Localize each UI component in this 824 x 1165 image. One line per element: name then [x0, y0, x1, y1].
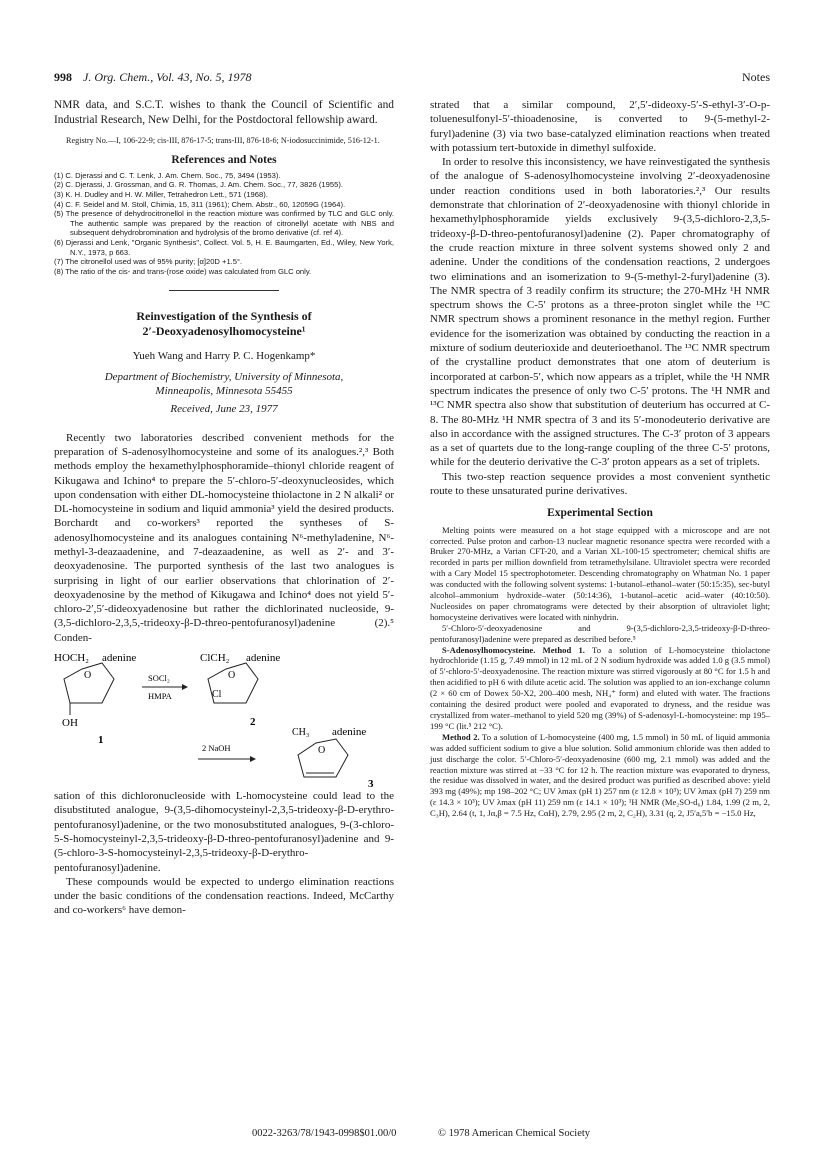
compound-3-number: 3: [368, 778, 374, 788]
body-paragraph: In order to resolve this inconsistency, we have reinvestigated the synthesis of the analogue of S-adenosylhomocysteine involving 2′-deoxyadenosine under reaction conditions used in both laboratories.²,³ Our results demonstrate that chlorination of 2′-deoxyadenosine with thionyl chloride in hexamethylphosphoramide yields exclusively 9-(3,5-dichloro-2,3,5-trideoxy-β-D-threo-pentofuranosyl)adenine (2). Paper chromatography of the crude reaction mixture in three solvent systems showed only 2 and adenine. Under the conditions of the condensation reactions, 2 undergoes two eliminations and an isomerization to 9-(5-methyl-2-furyl)adenine (3). The NMR spectra of 3 readily confirm its structure; the 270-MHz ¹H NMR spectrum shows the C-5′ protons as a three-proton singlet while the ¹³C NMR spectrum shows a prominent resonance in the methyl region. Further evidence for the isomerization was obtained by conducting the reaction in a mixture of sodium deuterioxide and deuterioethanol. The ¹³C NMR spectrum of the crystalline product demonstrates that one atom of deuterium is incorporated at carbon-5′, which now appears as a triplet, while the ¹H NMR spectrum indicates the presence of only two C-5′ protons. The ¹H NMR and ¹³C NMR spectra also show that substitution of deuterium has occurred at C-8. The 80-MHz ¹H NMR spectra of 3 and its 5′-monodeuterio derivative are also in accordance with the assigned structures. The C-3′ proton of 3 appears as a set of quartets due to the long-range coupling of the three C-5′ protons, while for the deuterio derivative the C-3′ proton appears as a set of triplets.: [430, 156, 770, 469]
experimental-paragraph: [430, 645, 770, 732]
footer-code: 0022-3263/78/1943-0998$01.00/0: [252, 1128, 397, 1139]
section-label: Notes: [742, 70, 770, 84]
running-header: [54, 70, 252, 85]
reference-item: (1) C. Djerassi and C. T. Lenk, J. Am. Chem. Soc., 75, 3494 (1953).: [54, 170, 281, 180]
experimental-paragraph: 5′-Chloro-5′-deoxyadenosine and 9-(3,5-dichloro-2,3,5-trideoxy-β-D-threo-pentofuranosyl)adenine were prepared as described before.⁵: [430, 622, 770, 644]
reference-item: (6) Djerassi and Lenk, "Organic Synthesis", Collect. Vol. 5, H. E. Baumgarten, Ed., Wiley, New York, N.Y., 1973, p 663.: [54, 238, 394, 257]
article-title-line-2: 2′-Deoxyadenosylhomocysteine¹: [142, 324, 306, 339]
method-2-text: To a solution of L-homocysteine (400 mg, 1.5 mmol) in 50 mL of liquid ammonia was added sufficient sodium to give a blue solution. Solid ammonium chloride was then added to just discharge the color. 5′-Chloro-5′-deoxyadenosine (600 mg, 2.1 mmol) was added and the reaction mixture was stirred at −33 °C for 12 h. The reaction mixture was evaporated to dryness, the residue was dissolved in water, and the desired product was purified as described above: yield 393 mg (49%); mp 198–202 °C; UV λmax (pH 1) 257 nm (ε 12.8 × 10³); UV λmax (pH 7) 259 nm (ε 14.3 × 10³); UV λmax (pH 11) 259 nm (ε 14.1 × 10³); ¹H NMR (Me₂SO-d₆) 1.84, 1.99 (2 m, 2, C₃H), 2.64 (t, 1, Jα,β = 7.5 Hz, CαH), 2.79, 2.95 (2 m, 2, C₂H), 3.31 (q, 2, J5′a,5′b = −15.0 Hz,: [430, 731, 770, 819]
reference-item: (2) C. Djerassi, J. Grossman, and G. R. Thomas, J. Am. Chem. Soc., 77, 3826 (1955).: [54, 180, 343, 190]
compound-1-hydroxyl: OH: [62, 717, 78, 730]
reagent-thionyl-chloride: SOCl₂: [148, 673, 170, 684]
ring-oxygen-label: O: [84, 670, 92, 682]
compound-3-base: adenine: [332, 726, 367, 739]
reagent-sodium-hydroxide: 2 NaOH: [202, 743, 231, 754]
method-2-heading: Method 2.: [442, 731, 480, 742]
page-number: 998: [54, 70, 72, 84]
body-paragraph: strated that a similar compound, 2′,5′-dideoxy-5′-S-ethyl-3′-O-p-toluenesulfonyl-5′-thioadenosine, is converted to 9-(5-methyl-2-furyl)adenine (3) via two base-catalyzed elimination reactions when treated with potassium tert-butoxide in dimethyl sulfoxide.: [430, 99, 770, 154]
article-title-line-1: Reinvestigation of the Synthesis of: [136, 309, 312, 324]
compound-1-substituent: HOCH₂: [54, 652, 90, 665]
reagent-hmpa: HMPA: [148, 691, 172, 702]
references-heading: References and Notes: [171, 153, 277, 166]
affiliation-line-2: Minneapolis, Minnesota 55455: [155, 385, 293, 398]
journal-citation: J. Org. Chem., Vol. 43, No. 5, 1978: [83, 70, 252, 84]
experimental-heading: Experimental Section: [547, 507, 653, 520]
body-paragraph: sation of this dichloronucleoside with L-homocysteine could lead to the disubstituted analogue, 9-(3,5-dihomocysteinyl-2,3,5-trideoxy-β-D-erythro-pentofuranosyl)adenine, or the two monosubstituted analogues, 9-(3-chloro-5-S-homocysteinyl-2,3,5-trideoxy-β-D-threo-pentofuranosyl)adenine and 9-(5-chloro-3-S-homocysteinyl-2,3,5-trideoxy-β-D-erythro-pentofuranosyl)adenine.: [54, 790, 394, 874]
method-1-text: To a solution of L-homocysteine thiolactone hydrochloride (1.15 g, 7.49 mmol) in 12 mL of 2 N sodium hydroxide was added 1.0 g (3.5 mmol) of 5′-chloro-5′-deoxyadenosine. The reaction mixture was stirred vigorously at 80 °C for 1.5 h and then acidified to pH 6 with dilute acetic acid. The solution was applied to an ion-exchange column (2 × 60 cm of Dowex 50-X2, 200–400 mesh, NH₄⁺ form) and eluted with water. The fractions containing the desired product were pooled and evaporated to dryness, and the residue was crystallized from water–methanol to yield 520 mg (39%) of S-adenosyl-L-homocysteine: mp 195–199 °C (lit.⁵ 212 °C).: [430, 644, 770, 731]
ring-oxygen-label: O: [318, 745, 326, 757]
compound-1-ring: [64, 663, 114, 703]
reaction-scheme: [54, 649, 394, 787]
compound-2-number: 2: [250, 716, 256, 729]
arrow-head: [250, 756, 256, 762]
reference-item: (3) K. H. Dudley and H. W. Miller, Tetrahedron Lett., 571 (1968).: [54, 190, 268, 200]
compound-2-base: adenine: [246, 652, 281, 665]
compound-1-number: 1: [98, 734, 104, 747]
method-1-heading: S-Adenosylhomocysteine. Method 1.: [442, 644, 585, 655]
arrow-head: [182, 684, 188, 690]
registry-numbers: Registry No.—I, 106-22-9; cis-III, 876-17-5; trans-III, 876-18-6; N-iodosuccinimide, 516-12-1.: [66, 136, 380, 145]
ring-oxygen-label: O: [228, 670, 236, 682]
affiliation-line-1: Department of Biochemistry, University of Minnesota,: [104, 370, 344, 383]
left-column: [54, 98, 394, 918]
section-divider: [169, 290, 279, 291]
experimental-paragraph: Melting points were measured on a hot stage equipped with a microscope and are not corrected. Pulse proton and carbon-13 nuclear magnetic resonance spectra were recorded with a Bruker 270-MHz, a Varian CFT-20, and a Varian XL-100-15 spectrometer; chemical shifts are recorded in parts per million downfield from tetramethylsilane. Ultraviolet spectra were recorded with a Cary Model 15 spectrophotometer. Descending chromatography on Whatman No. 1 paper was conducted with the following solvent systems: 1-butanol–ethanol–water (50:15:35), sec-butyl alcohol–ammonium hydroxide–water (50:14:36), 1-butanol–acetic acid–water (40:10:50). Nucleosides on paper chromatograms were detected by their absorption of ultraviolet light; homocysteine derivatives were located with ninhydrin.: [430, 524, 770, 622]
experimental-paragraph: [430, 732, 770, 819]
reference-item: (4) C. F. Seidel and M. Stoll, Chimia, 15, 311 (1961); Chem. Abstr., 60, 12059G (1964).: [54, 199, 346, 209]
compound-3-substituent: CH₃: [292, 727, 310, 739]
compound-2-chlorine: Cl: [212, 689, 222, 701]
body-paragraph: These compounds would be expected to undergo elimination reactions under the basic conditions of the condensation reactions. Indeed, McCarthy and co-workers⁶ have demon-: [54, 875, 394, 917]
reference-item: (8) The ratio of the cis- and trans-(rose oxide) was calculated from GLC only.: [54, 266, 312, 276]
footer-copyright: © 1978 American Chemical Society: [438, 1128, 591, 1139]
received-date: Received, June 23, 1977: [170, 403, 278, 416]
acknowledgment: NMR data, and S.C.T. wishes to thank the Council of Scientific and Industrial Research, New Delhi, for the Postdoctoral fellowship award.: [54, 99, 394, 126]
reference-list: [54, 171, 394, 277]
right-column: [430, 98, 770, 819]
compound-2-substituent: ClCH₂: [200, 652, 230, 665]
authors: Yueh Wang and Harry P. C. Hogenkamp*: [132, 350, 316, 363]
body-paragraph: Recently two laboratories described convenient methods for the preparation of S-adenosylhomocysteine and some of its analogues.²,³ Both methods employ the hexamethylphosphoramide–thionyl chloride reagent of Kikugawa and Ichino⁴ to prepare the 5′-chloro-5′-deoxynucleosides, which upon condensation with either DL-homocysteine thiolactone in 2 N alkali² or DL-homocysteine in sodium and liquid ammonia³ yield the desired products. Borchardt and co-workers³ reported the syntheses of S-adenosylhomocysteine and its analogues containing N⁶-methyladenine, N⁶-methyl-3-deazaadenine, and 7-deazaadenine, as well as 2′- and 3′-deoxyadenosine. The purported synthesis of the last two analogues is surprising in light of our earlier observations that chlorination of 2′-deoxyadenosine by the method of Kikugawa and Ichino⁴ does not yield 5′-chloro-2′,5′-dideoxyadenosine but rather the dichlorinated nucleoside, 9-(3,5-dichloro-2,3,5,-trideoxy-β-D-threo-pentofuranosyl)adenine (2).⁵ Conden-: [54, 431, 394, 644]
reference-item: (5) The presence of dehydrocitronellol in the reaction mixture was confirmed by TLC and GLC only. The authentic sample was prepared by the reaction of citronellyl acetate with NBS and subsequent dehydrobromination and hydrolysis of the bromo derivative (cf. ref 4).: [54, 209, 394, 238]
compound-1-base: adenine: [102, 652, 137, 665]
body-paragraph: This two-step reaction sequence provides a most convenient synthetic route to these unsaturated purine derivatives.: [430, 470, 770, 498]
reference-item: (7) The citronellol used was of 95% purity; [α]20D +1.5°.: [54, 257, 243, 267]
